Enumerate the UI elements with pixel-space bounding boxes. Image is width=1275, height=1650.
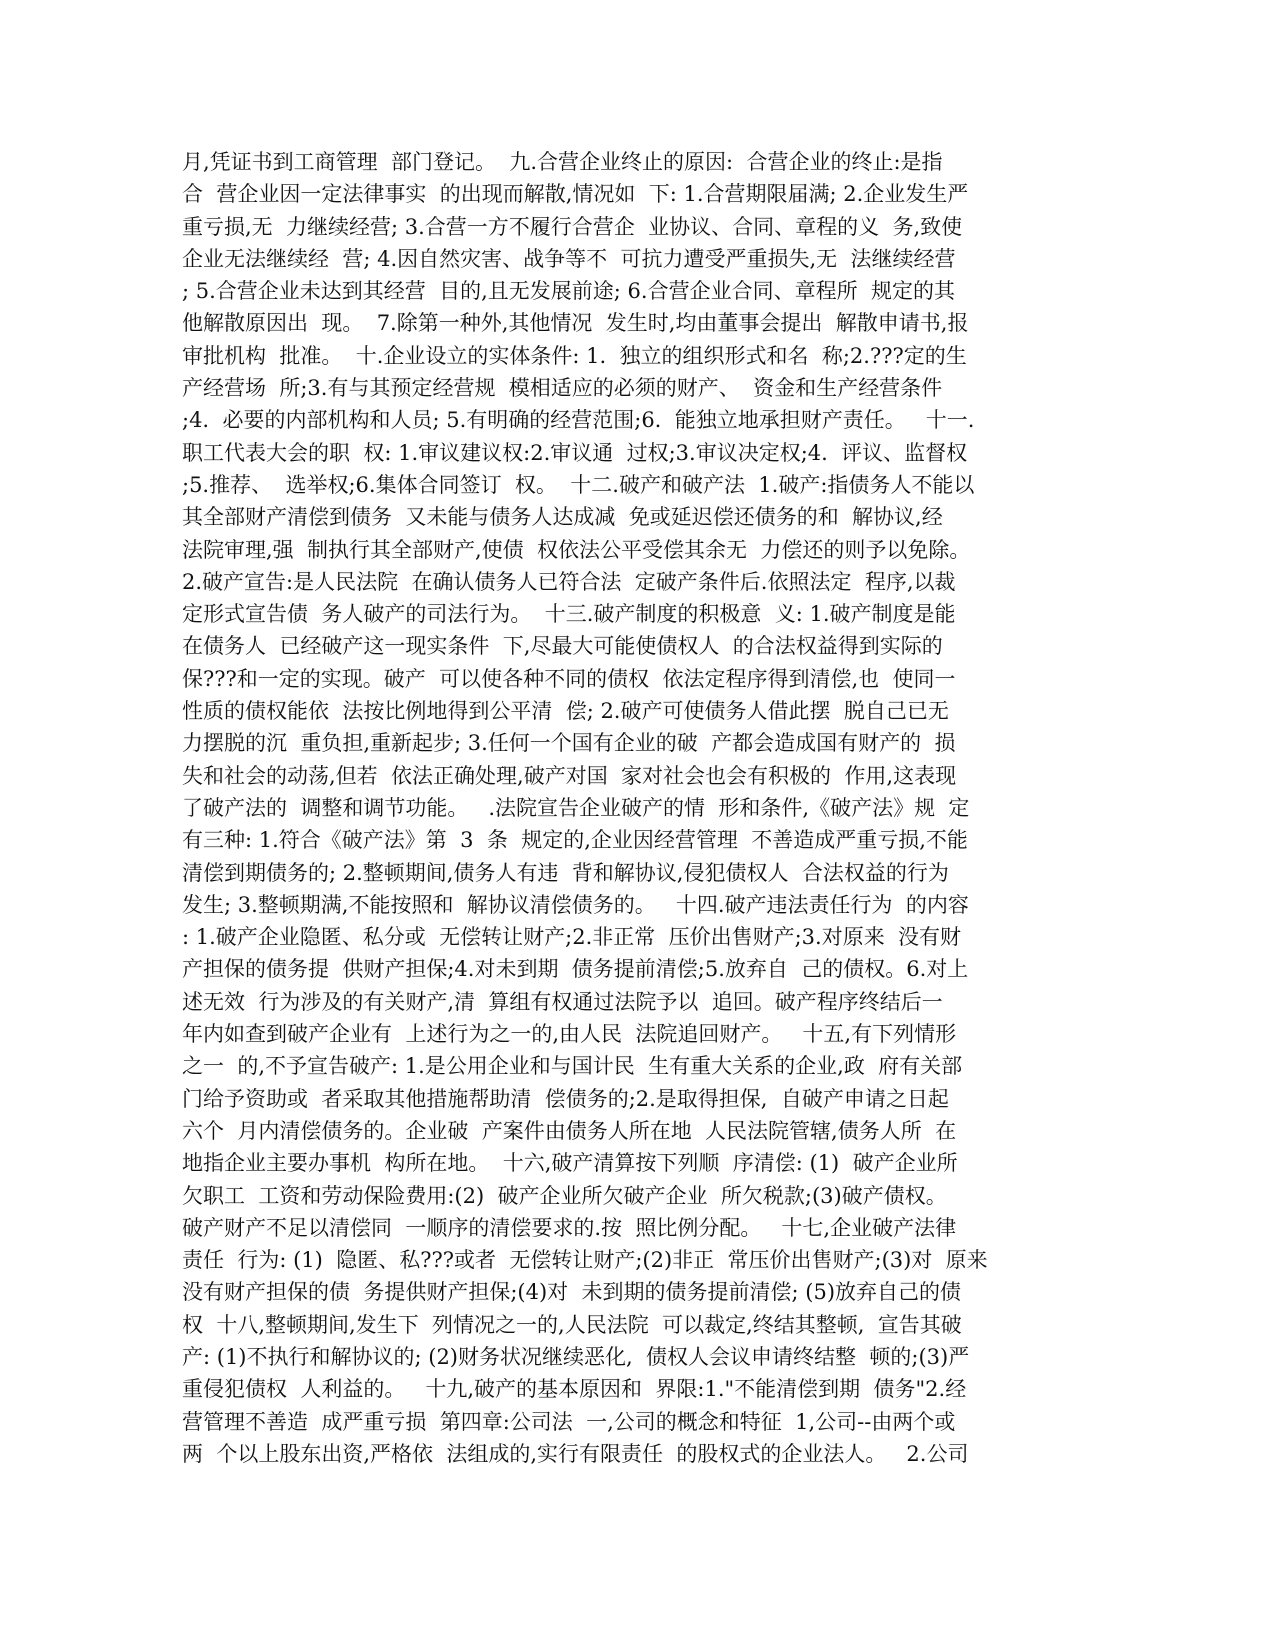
text-line: 性质的债权能依 法按比例地得到公平清 偿; 2.破产可使债务人借此摆 脱自己已无	[182, 699, 949, 724]
text-line: 力摆脱的沉 重负担,重新起步; 3.任何一个国有企业的破 产都会造成国有财产的 损	[182, 731, 956, 756]
text-line: 年内如查到破产企业有 上述行为之一的,由人民 法院追回财产。 十五,有下列情形	[182, 1022, 957, 1047]
text-line: ;4. 必要的内部机构和人员; 5.有明确的经营范围;6. 能独立地承担财产责任。 十一.	[182, 408, 975, 433]
text-line: 两 个以上股东出资,严格依 法组成的,实行有限责任 的股权式的企业法人。 2.公司	[182, 1441, 969, 1466]
text-line: 企业无法继续经 营; 4.因自然灾害、战争等不 可抗力遭受严重损失,无 法继续经营	[182, 246, 956, 271]
text-line: 合 营企业因一定法律事实 的出现而解散,情况如 下: 1.合营期限届满; 2.企业发生严	[182, 182, 969, 207]
text-line: 没有财产担保的债 务提供财产担保;(4)对 未到期的债务提前清偿; (5)放弃自己的债	[182, 1280, 962, 1305]
text-line: 他解散原因出 现。 7.除第一种外,其他情况 发生时,均由董事会提出 解散申请书,报	[182, 311, 969, 336]
text-line: 职工代表大会的职 权: 1.审议建议权:2.审议通 过权;3.审议决定权;4. 评议、监督权	[182, 440, 968, 465]
text-line: 审批机构 批准。 十.企业设立的实体条件: 1. 独立的组织形式和名 称;2.???定的生	[182, 343, 967, 368]
text-line: 产: (1)不执行和解协议的; (2)财务状况继续恶化, 债权人会议申请终结整 顿的;(3)严	[182, 1344, 970, 1369]
text-line: 重亏损,无 力继续经营; 3.合营一方不履行合营企 业协议、合同、章程的义 务,致使	[182, 214, 963, 239]
text-line: 责任 行为: (1) 隐匿、私???或者 无偿转让财产;(2)非正 常压价出售财产;(3)对 原来	[182, 1248, 988, 1273]
text-line: ; 5.合营企业未达到其经营 目的,且无发展前途; 6.合营企业合同、章程所 规定的其	[182, 279, 955, 304]
text-line: 失和社会的动荡,但若 依法正确处理,破产对国 家对社会也会有积极的 作用,这表现	[182, 763, 957, 788]
text-line: 欠职工 工资和劳动保险费用:(2) 破产企业所欠破产企业 所欠税款;(3)破产债权。	[182, 1183, 947, 1208]
text-line: 门给予资助或 者采取其他措施帮助清 偿债务的;2.是取得担保, 自破产申请之日起	[182, 1086, 949, 1111]
text-line: 其全部财产清偿到债务 又未能与债务人达成减 免或延迟偿还债务的和 解协议,经	[182, 505, 943, 530]
text-line: 述无效 行为涉及的有关财产,清 算组有权通过法院予以 追回。破产程序终结后一	[182, 989, 943, 1014]
text-line: 保???和一定的实现。破产 可以使各种不同的债权 依法定程序得到清偿,也 使同一	[182, 666, 956, 691]
text-line: 破产财产不足以清偿同 一顺序的清偿要求的.按 照比例分配。 十七,企业破产法律	[182, 1215, 957, 1240]
text-line: 之一 的,不予宣告破产: 1.是公用企业和与国计民 生有重大关系的企业,政 府有关部	[182, 1054, 963, 1079]
text-line: 地指企业主要办事机 构所在地。 十六,破产清算按下列顺 序清偿: (1) 破产企业所	[182, 1151, 958, 1176]
text-line: 2.破产宣告:是人民法院 在确认债务人已符合法 定破产条件后.依照法定 程序,以裁	[182, 569, 956, 594]
text-line: 营管理不善造 成严重亏损 第四章:公司法 一,公司的概念和特征 1,公司--由两个或	[182, 1409, 956, 1434]
text-line: 了破产法的 调整和调节功能。 .法院宣告企业破产的情 形和条件,《破产法》规 定	[182, 795, 970, 820]
text-line: ;5.推荐、 选举权;6.集体合同签订 权。 十二.破产和破产法 1.破产:指债务人不能以	[182, 472, 975, 497]
text-line: 产经营场 所;3.有与其预定经营规 模相适应的必须的财产、 资金和生产经营条件	[182, 376, 943, 401]
text-line: : 1.破产企业隐匿、私分或 无偿转让财产;2.非正常 压价出售财产;3.对原来 没有财	[182, 925, 962, 950]
text-line: 产担保的债务提 供财产担保;4.对未到期 债务提前清偿;5.放弃自 己的债权。6.对上	[182, 957, 969, 982]
text-line: 月,凭证书到工商管理 部门登记。 九.合营企业终止的原因: 合营企业的终止:是指	[182, 150, 943, 174]
text-line: 六个 月内清偿债务的。企业破 产案件由债务人所在地 人民法院管辖,债务人所 在	[182, 1118, 957, 1143]
text-line: 重侵犯债权 人利益的。 十九,破产的基本原因和 界限:1."不能清偿到期 债务"2.经	[182, 1377, 967, 1402]
text-line: 在债务人 已经破产这一现实条件 下,尽最大可能使债权人 的合法权益得到实际的	[182, 634, 943, 659]
text-line: 发生; 3.整顿期满,不能按照和 解协议清偿债务的。 十四.破产违法责任行为 的内容	[182, 892, 969, 917]
text-line: 有三种: 1.符合《破产法》第 3 条 规定的,企业因经营管理 不善造成严重亏损,不能	[182, 828, 968, 853]
text-line: 清偿到期债务的; 2.整顿期间,债务人有违 背和解协议,侵犯债权人 合法权益的行为	[182, 860, 949, 885]
text-line: 法院审理,强 制执行其全部财产,使债 权依法公平受偿其余无 力偿还的则予以免除。	[182, 537, 971, 562]
text-line: 定形式宣告债 务人破产的司法行为。 十三.破产制度的积极意 义: 1.破产制度是能	[182, 602, 956, 627]
text-line: 权 十八,整顿期间,发生下 列情况之一的,人民法院 可以裁定,终结其整顿, 宣告其破	[182, 1312, 962, 1337]
document-body-text	[182, 146, 1082, 1470]
